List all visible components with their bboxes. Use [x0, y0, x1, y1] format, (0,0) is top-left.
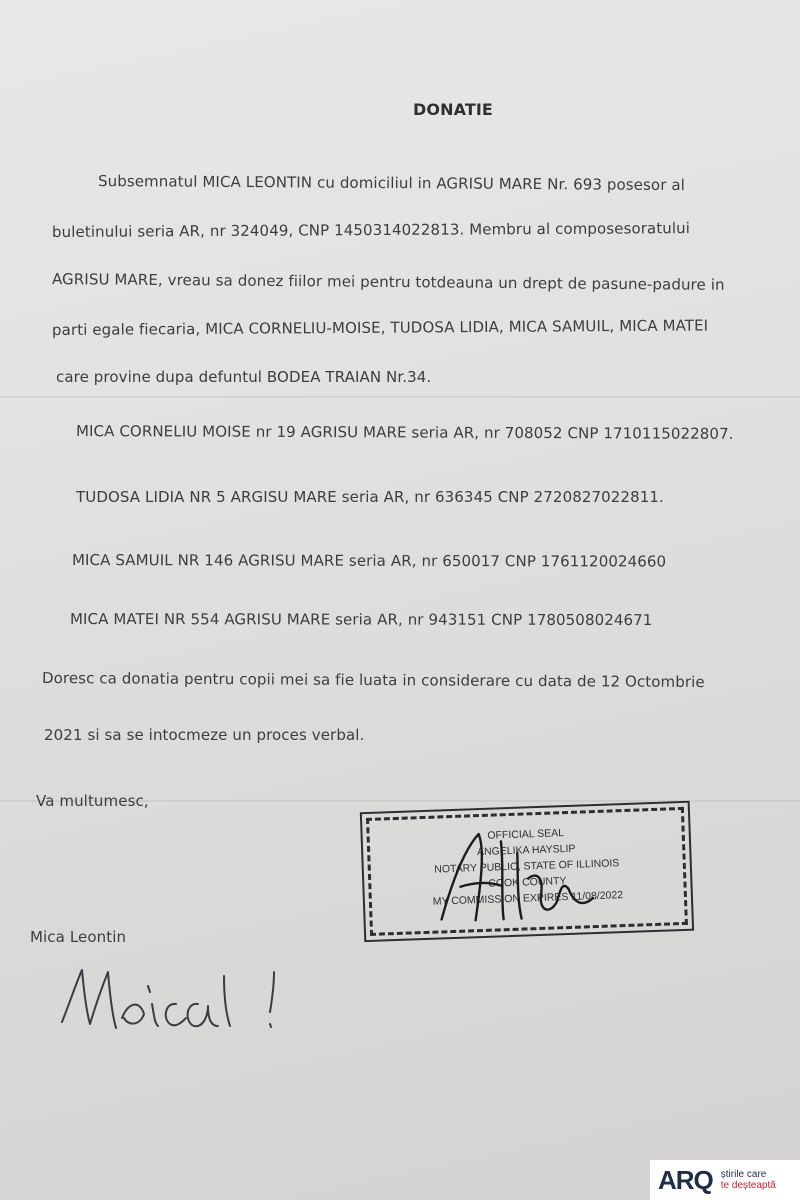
- seal-line: NOTARY PUBLIC, STATE OF ILLINOIS: [434, 857, 620, 876]
- seal-line: MY COMMISSION EXPIRES 11/08/2022: [432, 889, 624, 908]
- paragraph-line: parti egale fiecaria, MICA CORNELIU-MOISE, TUDOSA LIDIA, MICA SAMUIL, MICA MATEI: [51, 316, 709, 339]
- arq-logo: [650, 1160, 800, 1200]
- signer-name: Mica Leontin: [30, 928, 127, 946]
- document-title: DONATIE: [413, 100, 493, 119]
- paragraph-line: Subsemnatul MICA LEONTIN cu domiciliul in AGRISU MARE Nr. 693 posesor al: [97, 172, 686, 195]
- paper-fold: [0, 396, 800, 398]
- beneficiary-line: MICA CORNELIU MOISE nr 19 AGRISU MARE seria AR, nr 708052 CNP 1710115022807.: [75, 422, 734, 443]
- arq-tagline: [721, 1169, 776, 1191]
- paragraph-line: care provine dupa defuntul BODEA TRAIAN Nr.34.: [56, 368, 432, 386]
- handwritten-signature: [58, 956, 338, 1036]
- tagline-line: știrile care: [720, 1169, 767, 1180]
- closing-line: Doresc ca donatia pentru copii mei sa fie luata in considerare cu data de 12 Octombrie: [41, 669, 705, 692]
- seal-line: ANGELIKA HAYSLIP: [476, 842, 576, 859]
- beneficiary-line: MICA MATEI NR 554 AGRISU MARE seria AR, nr 943151 CNP 1780508024671: [69, 610, 653, 630]
- paragraph-line: buletinului seria AR, nr 324049, CNP 1450314022813. Membru al composesoratului: [51, 219, 691, 241]
- closing-line: 2021 si sa se intocmeze un proces verbal.: [44, 726, 365, 744]
- tagline-line: te deșteaptă: [720, 1180, 776, 1191]
- seal-line: OFFICIAL SEAL: [487, 827, 565, 842]
- arq-brand: [658, 1165, 713, 1196]
- paragraph-line: AGRISU MARE, vreau sa donez fiilor mei pentru totdeauna un drept de pasune-padure in: [51, 270, 725, 294]
- thanks-text: Va multumesc,: [36, 792, 149, 810]
- notary-signature: [420, 815, 624, 932]
- arq-brand-text: ARQ: [658, 1164, 713, 1195]
- seal-line: COOK COUNTY: [488, 875, 567, 890]
- beneficiary-line: TUDOSA LIDIA NR 5 ARGISU MARE seria AR, nr 636345 CNP 2720827022811.: [76, 488, 664, 506]
- beneficiary-line: MICA SAMUIL NR 146 AGRISU MARE seria AR, nr 650017 CNP 1761120024660: [71, 551, 667, 571]
- notary-seal: [366, 807, 688, 936]
